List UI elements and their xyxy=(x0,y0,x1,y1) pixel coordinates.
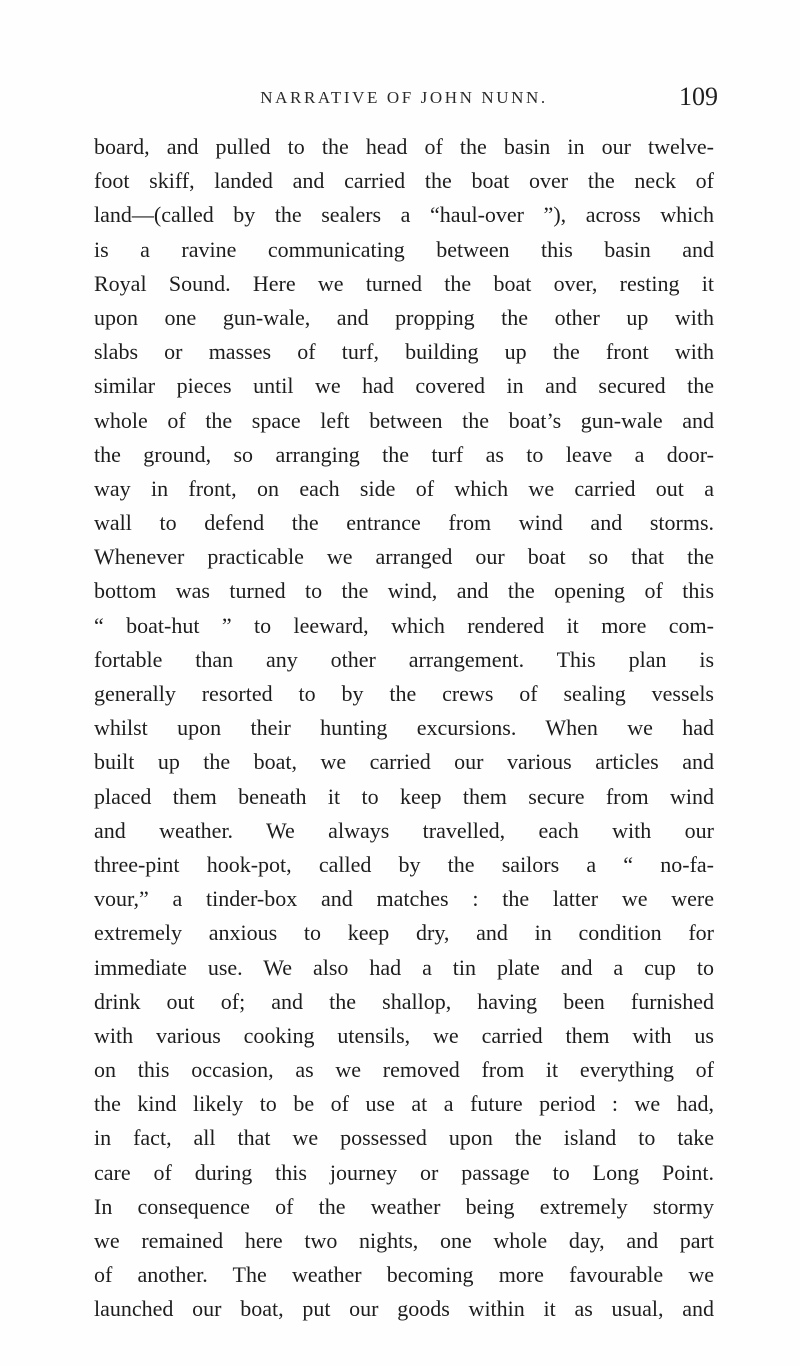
text-line: Whenever practicable we arranged our boat so that the xyxy=(94,544,714,570)
text-line: the kind likely to be of use at a future period : we had, xyxy=(94,1091,714,1117)
text-line: “ boat-hut ” to leeward, which rendered it more com- xyxy=(94,612,714,638)
text-line: with various cooking utensils, we carried them with us xyxy=(94,1022,714,1048)
text-line: board, and pulled to the head of the basin in our twelve- xyxy=(94,134,714,159)
text-line: is a ravine communicating between this basin and xyxy=(94,236,714,262)
text-line: drink out of; and the shallop, having been furnished xyxy=(94,988,714,1014)
page-number: 109 xyxy=(679,82,718,111)
text-line: extremely anxious to keep dry, and in condition for xyxy=(94,920,714,946)
text-line: fortable than any other arrangement. This plan is xyxy=(94,646,714,672)
text-line: care of during this journey or passage to Long Point. xyxy=(94,1159,714,1185)
text-line: way in front, on each side of which we carried out a xyxy=(94,475,714,501)
text-line: launched our boat, put our goods within it as usual, and xyxy=(94,1296,714,1322)
text-line: land—(called by the sealers a “haul-over ”), across which xyxy=(94,202,714,228)
text-line: we remained here two nights, one whole day, and part xyxy=(94,1228,714,1253)
text-line: whilst upon their hunting excursions. When we had xyxy=(94,715,714,741)
text-line: Royal Sound. Here we turned the boat over, resting it xyxy=(94,270,714,296)
text-line: foot skiff, landed and carried the boat over the neck of xyxy=(94,168,714,194)
text-line: vour,” a tinder-box and matches : the latter we were xyxy=(94,886,714,912)
text-line: the ground, so arranging the turf as to leave a door- xyxy=(94,441,714,467)
text-line: upon one gun-wale, and propping the other up with xyxy=(94,304,714,330)
text-line: whole of the space left between the boat’s gun-wale and xyxy=(94,407,714,433)
text-line: In consequence of the weather being extremely stormy xyxy=(94,1193,714,1219)
text-line: placed them beneath it to keep them secure from wind xyxy=(94,783,714,809)
text-line: in fact, all that we possessed upon the island to take xyxy=(94,1125,714,1151)
running-title: NARRATIVE OF JOHN NUNN. xyxy=(260,88,548,107)
text-line: wall to defend the entrance from wind and storms. xyxy=(94,510,714,536)
text-line: slabs or masses of turf, building up the front with xyxy=(94,339,714,365)
text-line: immediate use. We also had a tin plate and a cup to xyxy=(94,954,714,980)
running-head xyxy=(94,82,718,118)
text-line: built up the boat, we carried our various articles and xyxy=(94,749,714,775)
text-line: bottom was turned to the wind, and the opening of this xyxy=(94,578,714,604)
body-text xyxy=(94,130,714,1327)
text-line: and weather. We always travelled, each with our xyxy=(94,817,714,843)
text-line: of another. The weather becoming more favourable we xyxy=(94,1262,714,1288)
text-line: generally resorted to by the crews of sealing vessels xyxy=(94,681,714,706)
text-line: on this occasion, as we removed from it everything of xyxy=(94,1057,714,1083)
text-line: similar pieces until we had covered in and secured the xyxy=(94,373,714,399)
text-line: three-pint hook-pot, called by the sailors a “ no-fa- xyxy=(94,851,714,877)
